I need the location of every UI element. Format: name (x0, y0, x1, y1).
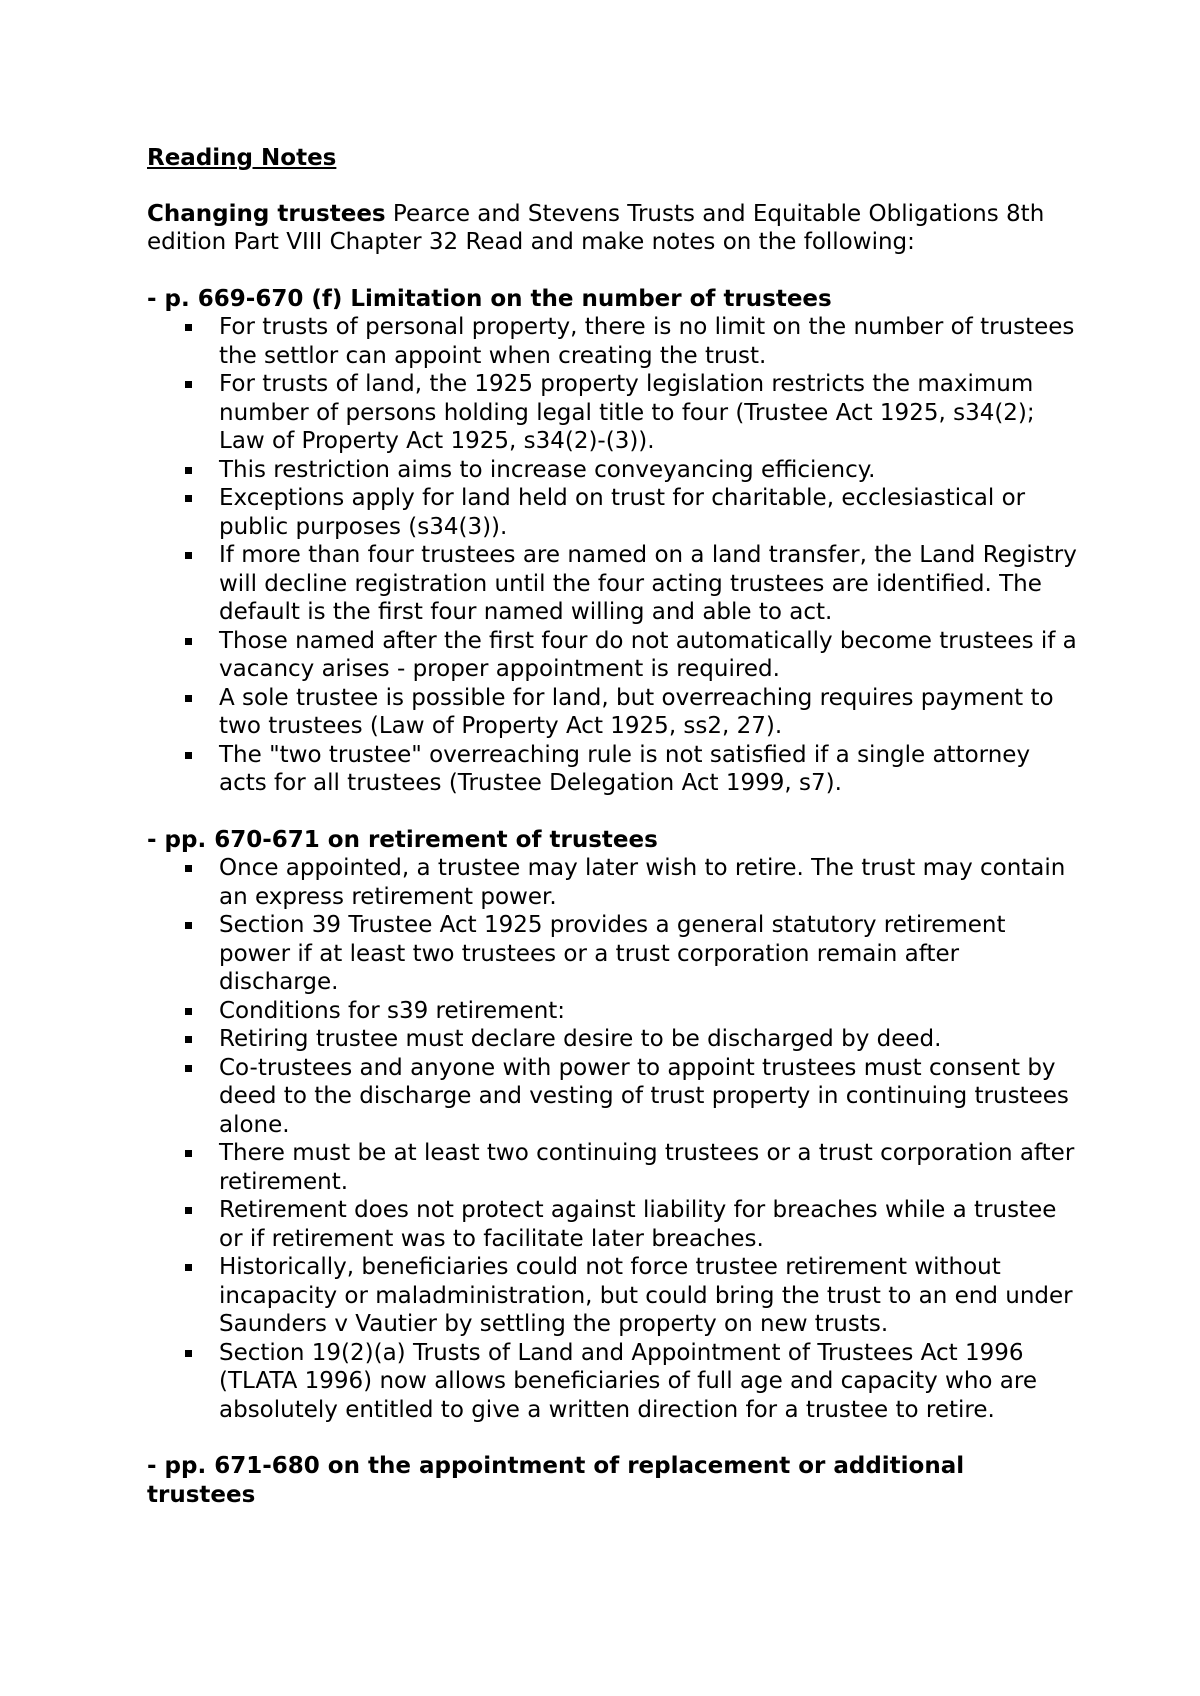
square-bullet-icon (185, 1264, 192, 1271)
square-bullet-icon (185, 1065, 192, 1072)
list-item (147, 627, 1077, 684)
document-title: Reading Notes (147, 145, 337, 171)
list-item-text: Once appointed, a trustee may later wish to retire. The trust may contain an express retirement power. (219, 855, 1066, 910)
document-page (147, 144, 1077, 1509)
section-heading: - pp. 670-671 on retirement of trustees (147, 826, 658, 853)
square-bullet-icon (185, 865, 192, 872)
square-bullet-icon (185, 752, 192, 759)
section-heading: - pp. 671-680 on the appointment of replacement or additional trustees (147, 1453, 965, 1508)
list-item (147, 456, 1077, 485)
list-item (147, 997, 1077, 1026)
list-item-text: Conditions for s39 retirement: (219, 997, 566, 1024)
square-bullet-icon (185, 1036, 192, 1043)
list-item-text: Section 39 Trustee Act 1925 provides a general statutory retirement power if at least two trustees or a trust corporation remain after discharge. (219, 912, 1006, 995)
square-bullet-icon (185, 695, 192, 702)
list-item-text: Those named after the first four do not automatically become trustees if a vacancy arises - proper appointment is required. (219, 627, 1077, 682)
bullet-list (147, 854, 1077, 1424)
square-bullet-icon (185, 638, 192, 645)
intro-text: Pearce and Stevens Trusts and Equitable Obligations 8th edition Part VIII Chapter 32 Read and make notes on the following: (147, 200, 1045, 255)
list-item (147, 1054, 1077, 1140)
list-item (147, 854, 1077, 911)
list-item (147, 1253, 1077, 1339)
list-item (147, 1025, 1077, 1054)
list-item (147, 1139, 1077, 1196)
list-item (147, 1196, 1077, 1253)
list-item-text: For trusts of personal property, there is no limit on the number of trustees the settlor can appoint when creating the trust. (219, 314, 1075, 369)
list-item-text: A sole trustee is possible for land, but overreaching requires payment to two trustees (Law of Property Act 1925, ss2, 27). (219, 684, 1054, 739)
square-bullet-icon (185, 381, 192, 388)
list-item-text: Exceptions apply for land held on trust for charitable, ecclesiastical or public purposes (s34(3)). (219, 485, 1026, 540)
list-item-text: Retirement does not protect against liability for breaches while a trustee or if retirement was to facilitate later breaches. (219, 1197, 1057, 1252)
list-item (147, 741, 1077, 798)
list-item-text: Historically, beneficiaries could not force trustee retirement without incapacity or maladministration, but could bring the trust to an end under Saunders v Vautier by settling the property on new trusts. (219, 1254, 1073, 1337)
list-item (147, 370, 1077, 456)
section-retirement (147, 826, 1077, 1425)
list-item-text: If more than four trustees are named on a land transfer, the Land Registry will decline registration until the four acting trustees are identified. The default is the first four named willing and able to act. (219, 542, 1077, 625)
square-bullet-icon (185, 1150, 192, 1157)
list-item-text: The "two trustee" overreaching rule is not satisfied if a single attorney acts for all trustees (Trustee Delegation Act 1999, s7). (219, 741, 1031, 796)
square-bullet-icon (185, 1008, 192, 1015)
section-limitation (147, 285, 1077, 798)
list-item (147, 911, 1077, 997)
list-item-text: Retiring trustee must declare desire to be discharged by deed. (219, 1026, 942, 1052)
square-bullet-icon (185, 324, 192, 331)
square-bullet-icon (185, 1350, 192, 1357)
list-item-text: There must be at least two continuing trustees or a trust corporation after retirement. (219, 1140, 1075, 1195)
square-bullet-icon (185, 1207, 192, 1214)
intro-bold-lead: Changing trustees (147, 200, 386, 227)
list-item-text: Section 19(2)(a) Trusts of Land and Appointment of Trustees Act 1996 (TLATA 1996) now allows beneficiaries of full age and capacity who are absolutely entitled to give a written direction for a trustee to retire. (219, 1339, 1038, 1423)
square-bullet-icon (185, 922, 192, 929)
bullet-list (147, 313, 1077, 798)
list-item (147, 684, 1077, 741)
section-appointment (147, 1452, 1077, 1509)
list-item (147, 1339, 1077, 1425)
intro-paragraph (147, 200, 1077, 257)
section-heading: - p. 669-670 (f) Limitation on the number of trustees (147, 285, 832, 312)
square-bullet-icon (185, 552, 192, 559)
list-item (147, 541, 1077, 627)
list-item-text: Co-trustees and anyone with power to appoint trustees must consent by deed to the discharge and vesting of trust property in continuing trustees alone. (219, 1054, 1069, 1138)
square-bullet-icon (185, 467, 192, 474)
list-item (147, 313, 1077, 370)
list-item-text: For trusts of land, the 1925 property legislation restricts the maximum number of persons holding legal title to four (Trustee Act 1925, s34(2); Law of Property Act 1925, s34(2)-(3)). (219, 371, 1035, 454)
list-item-text: This restriction aims to increase conveyancing efficiency. (219, 456, 876, 483)
square-bullet-icon (185, 495, 192, 502)
list-item (147, 484, 1077, 541)
